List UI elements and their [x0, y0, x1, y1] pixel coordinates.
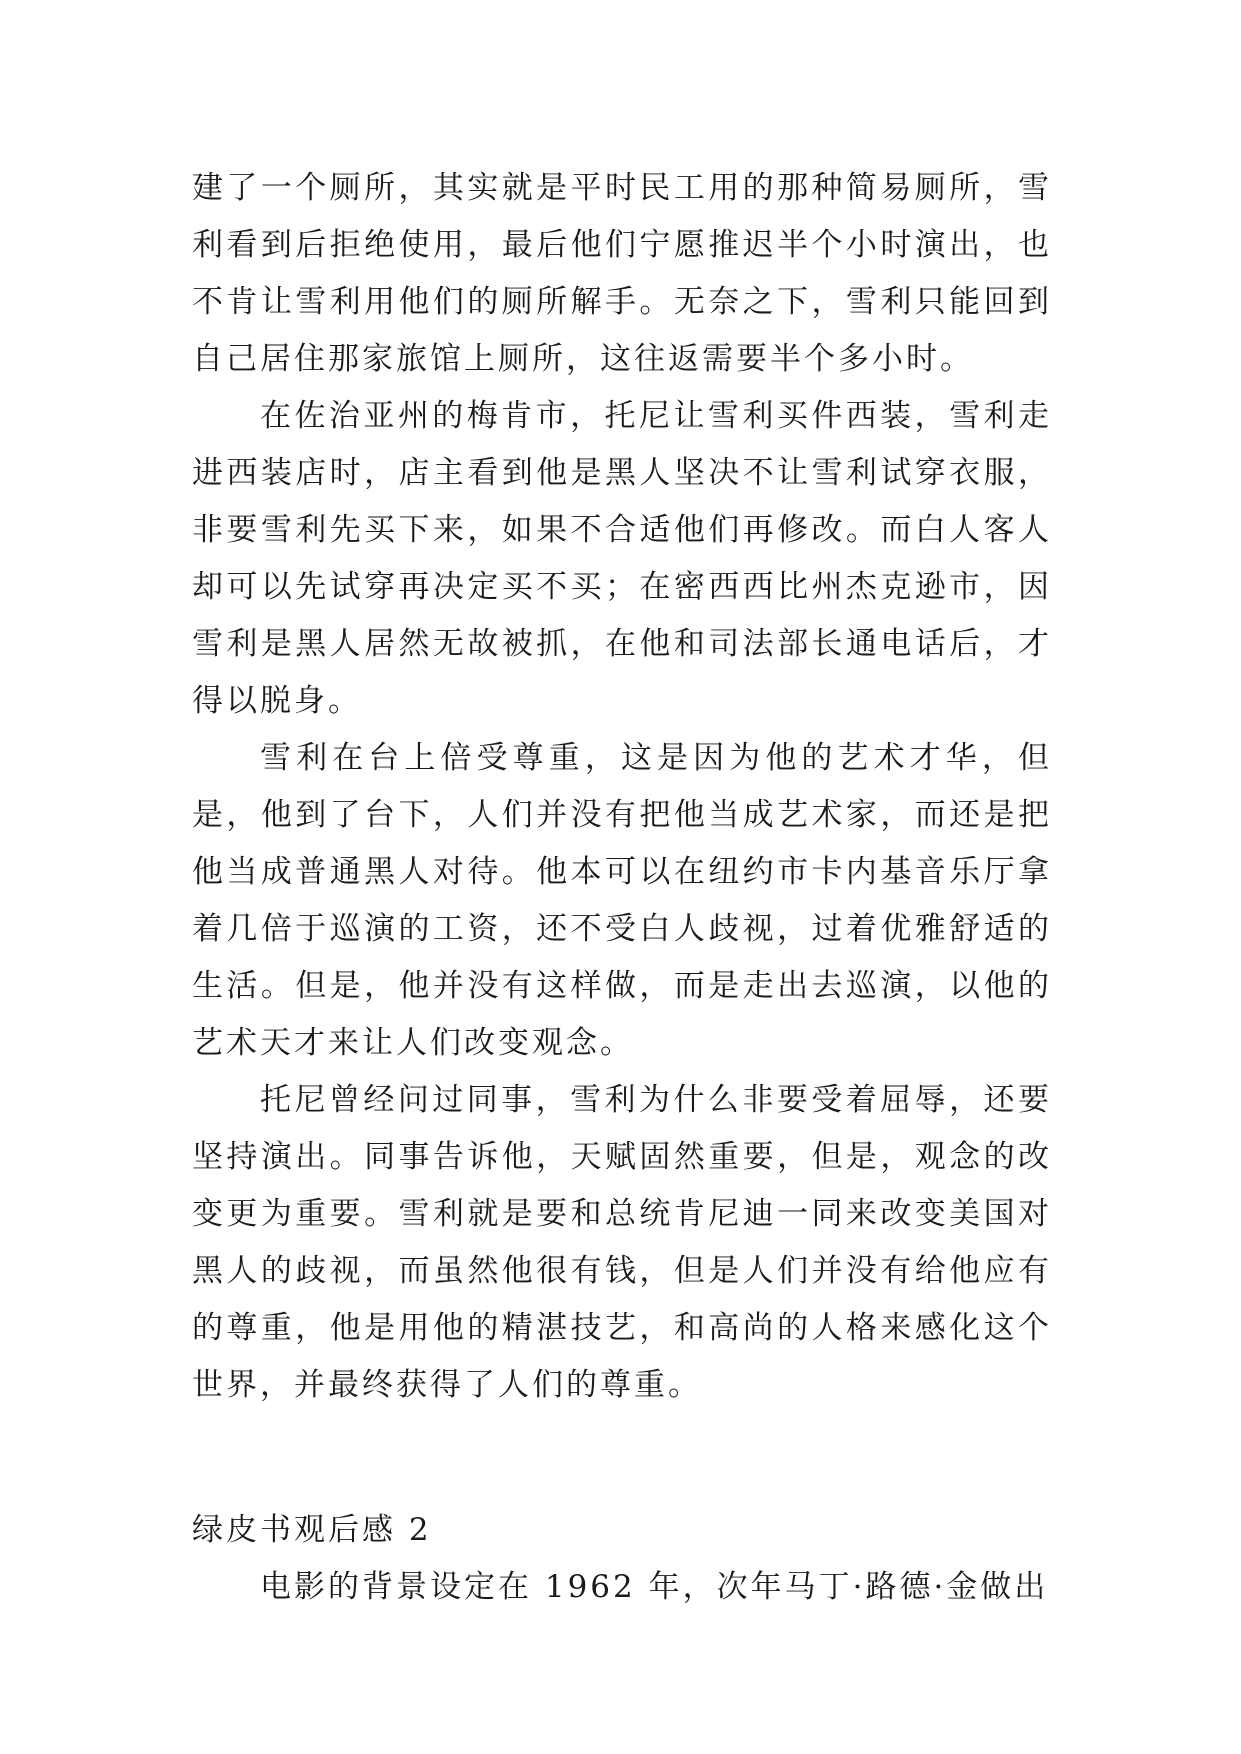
section-paragraph: 电影的背景设定在 1962 年，次年马丁·路德·金做出: [260, 1569, 1049, 1605]
document-body: [192, 160, 1052, 1616]
paragraph: 在佐治亚州的梅肯市，托尼让雪利买件西装，雪利走进西装店时，店主看到他是黑人坚决不让雪利试穿衣服，非要雪利先买下来，如果不合适他们再修改。而白人客人却可以先试穿再决定买不买；在密西西比州杰克逊市，因雪利是黑人居然无故被抓，在他和司法部长通电话后，才得以脱身。: [192, 398, 1052, 719]
paragraph-continued: 建了一个厕所，其实就是平时民工用的那种简易厕所，雪利看到后拒绝使用，最后他们宁愿推迟半个小时演出，也不肯让雪利用他们的厕所解手。无奈之下，雪利只能回到自己居住那家旅馆上厕所，这往返需要半个多小时。: [192, 170, 1052, 377]
paragraph: 雪利在台上倍受尊重，这是因为他的艺术才华，但是，他到了台下，人们并没有把他当成艺术家，而还是把他当成普通黑人对待。他本可以在纽约市卡内基音乐厅拿着几倍于巡演的工资，还不受白人歧视，过着优雅舒适的生活。但是，他并没有这样做，而是走出去巡演，以他的艺术天才来让人们改变观念。: [192, 740, 1052, 1061]
paragraph: 托尼曾经问过同事，雪利为什么非要受着屈辱，还要坚持演出。同事告诉他，天赋固然重要，但是，观念的改变更为重要。雪利就是要和总统肯尼迪一同来改变美国对黑人的歧视，而虽然他很有钱，但是人们并没有给他应有的尊重，他是用他的精湛技艺，和高尚的人格来感化这个世界，并最终获得了人们的尊重。: [192, 1082, 1052, 1403]
section-heading: 绿皮书观后感 2: [192, 1512, 432, 1548]
